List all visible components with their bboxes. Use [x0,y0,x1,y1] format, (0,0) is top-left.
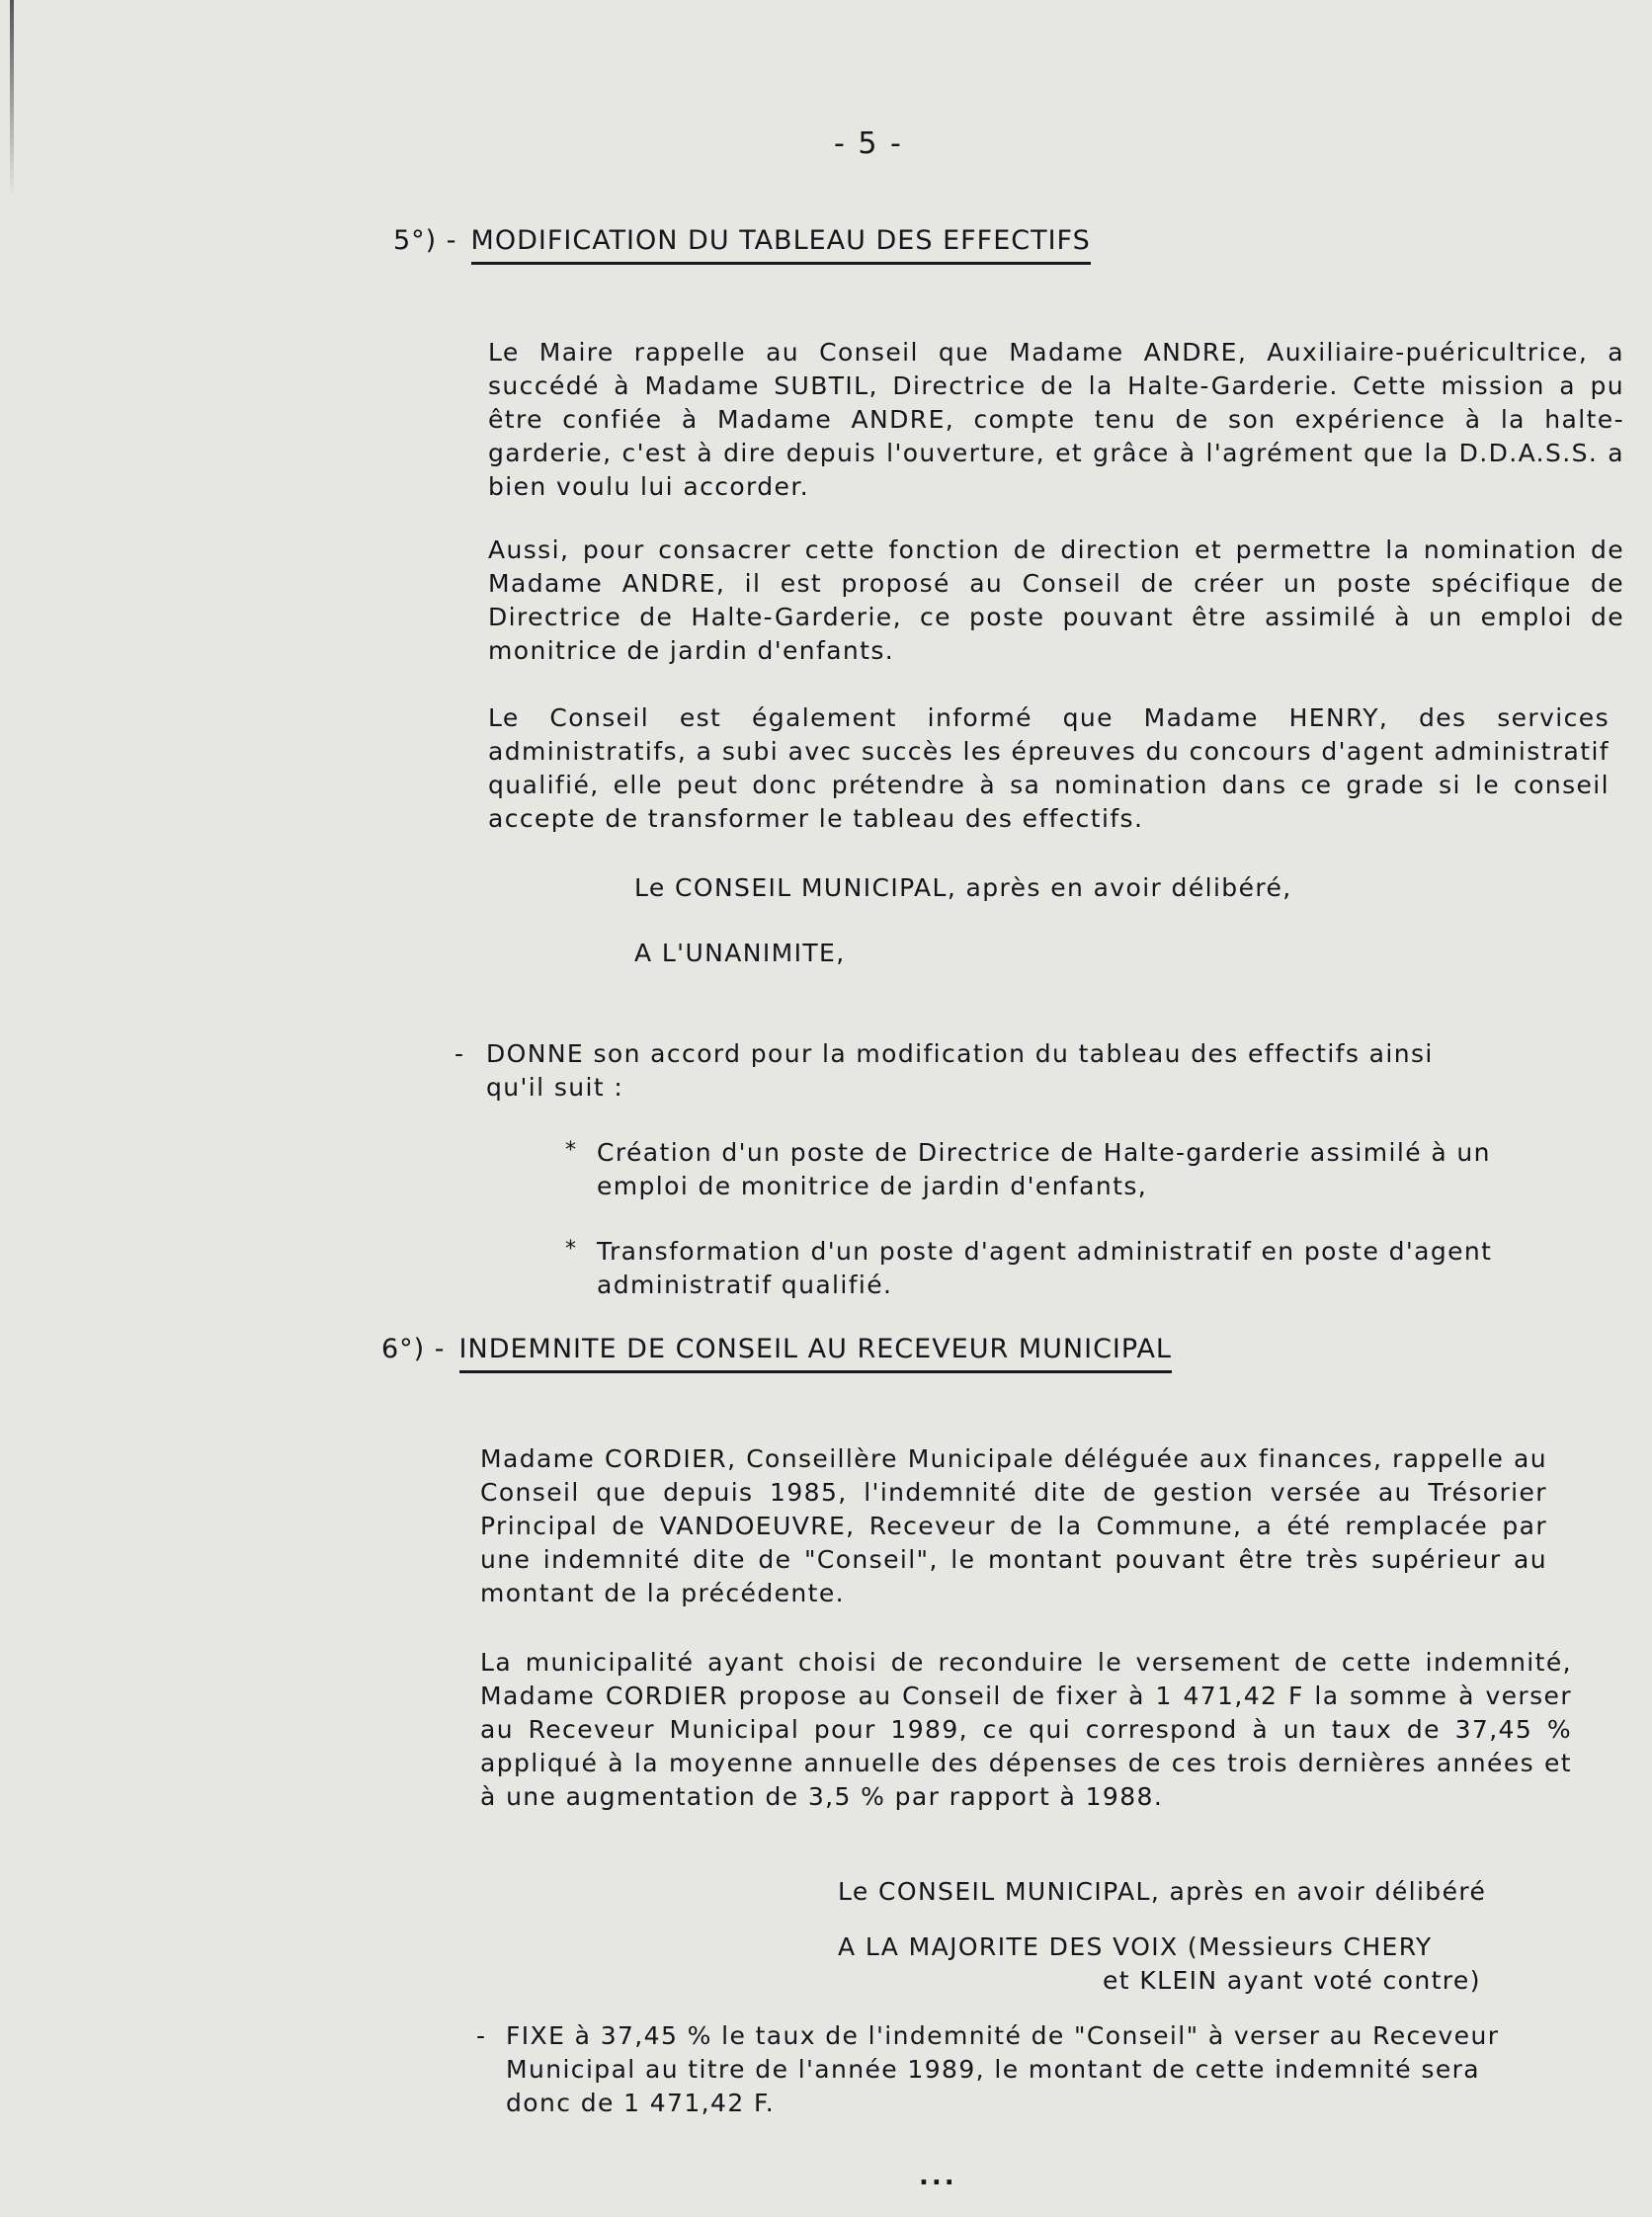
section-5-paragraph: Le Conseil est également informé que Madame HENRY, des services administratifs, a subi avec succès les épreuves du concours d'agent administratif qualifié, elle peut donc prétendre à sa nomination dans ce grade si le conseil accepte de transformer le tableau des effectifs. [488,703,1610,833]
section-6-vote: A LA MAJORITE DES VOIX (Messieurs CHERY [838,1932,1433,1961]
section-5-title: MODIFICATION DU TABLEAU DES EFFECTIFS [471,225,1091,265]
page-number: - 5 - [834,126,903,161]
section-6-decision [476,2019,1524,2120]
section-6-vote-continued: et KLEIN ayant voté contre) [1103,1966,1481,1995]
section-5-vote: A L'UNANIMITE, [634,939,846,967]
bullet-text: Création d'un poste de Directrice de Halte-garderie assimilé à un emploi de monitrice de jardin d'enfants, [597,1138,1491,1200]
section-5-header [393,225,1091,256]
decision-dash: - [476,2021,487,2050]
section-5-paragraph: Le Maire rappelle au Conseil que Madame ANDRE, Auxiliaire-puéricultrice, a succédé à Madame SUBTIL, Directrice de la Halte-Garderie. Cette mission a pu être confiée à Madame ANDRE, compte tenu de son expérience à la halte-garderie, c'est à dire depuis l'ouverture, et grâce à l'agrément que la D.D.A.S.S. a bien voulu lui accorder. [488,338,1624,501]
section-6-decision-text: FIXE à 37,45 % le taux de l'indemnité de "Conseil" à verser au Receveur Municipal au titre de l'année 1989, le montant de cette indemnité sera donc de 1 471,42 F. [506,2021,1500,2117]
section-6-header [381,1334,1172,1364]
section-5-number: 5°) - [393,225,457,256]
bullet-marker: * [565,1237,578,1262]
section-5-bullet [565,1235,1622,1302]
section-6-number: 6°) - [381,1334,446,1364]
bullet-text: Transformation d'un poste d'agent administratif en poste d'agent administratif qualifié. [597,1237,1493,1299]
continuation-marker: ... [919,2162,957,2191]
section-6-deliberation: Le CONSEIL MUNICIPAL, après en avoir délibéré [838,1877,1487,1906]
section-5-deliberation: Le CONSEIL MUNICIPAL, après en avoir délibéré, [634,873,1292,902]
section-6-paragraph: Madame CORDIER, Conseillère Municipale déléguée aux finances, rappelle au Conseil que depuis 1985, l'indemnité dite de gestion versée au Trésorier Principal de VANDOEUVRE, Receveur de la Commune, a été remplacée par une indemnité dite de "Conseil", le montant pouvant être très supérieur au montant de la précédente. [480,1444,1547,1607]
section-6-title: INDEMNITE DE CONSEIL AU RECEVEUR MUNICIPAL [459,1334,1172,1373]
section-6-paragraph: La municipalité ayant choisi de reconduire le versement de cette indemnité, Madame CORDIER propose au Conseil de fixer à 1 471,42 F la somme à verser au Receveur Municipal pour 1989, ce qui correspond à un taux de 37,45 % appliqué à la moyenne annuelle des dépenses de ces trois dernières années et à une augmentation de 3,5 % par rapport à 1988. [480,1648,1572,1811]
binding-shadow [10,0,14,198]
section-5-decision-text: DONNE son accord pour la modification du tableau des effectifs ainsi qu'il suit : [486,1039,1434,1102]
decision-dash: - [454,1039,465,1068]
bullet-marker: * [565,1138,578,1163]
section-5-bullet [565,1136,1563,1203]
section-5-paragraph: Aussi, pour consacrer cette fonction de direction et permettre la nomination de Madame ANDRE, il est proposé au Conseil de créer un poste spécifique de Directrice de Halte-Garderie, ce poste pouvant être assimilé à un emploi de monitrice de jardin d'enfants. [488,535,1624,665]
section-5-decision [454,1037,1492,1105]
